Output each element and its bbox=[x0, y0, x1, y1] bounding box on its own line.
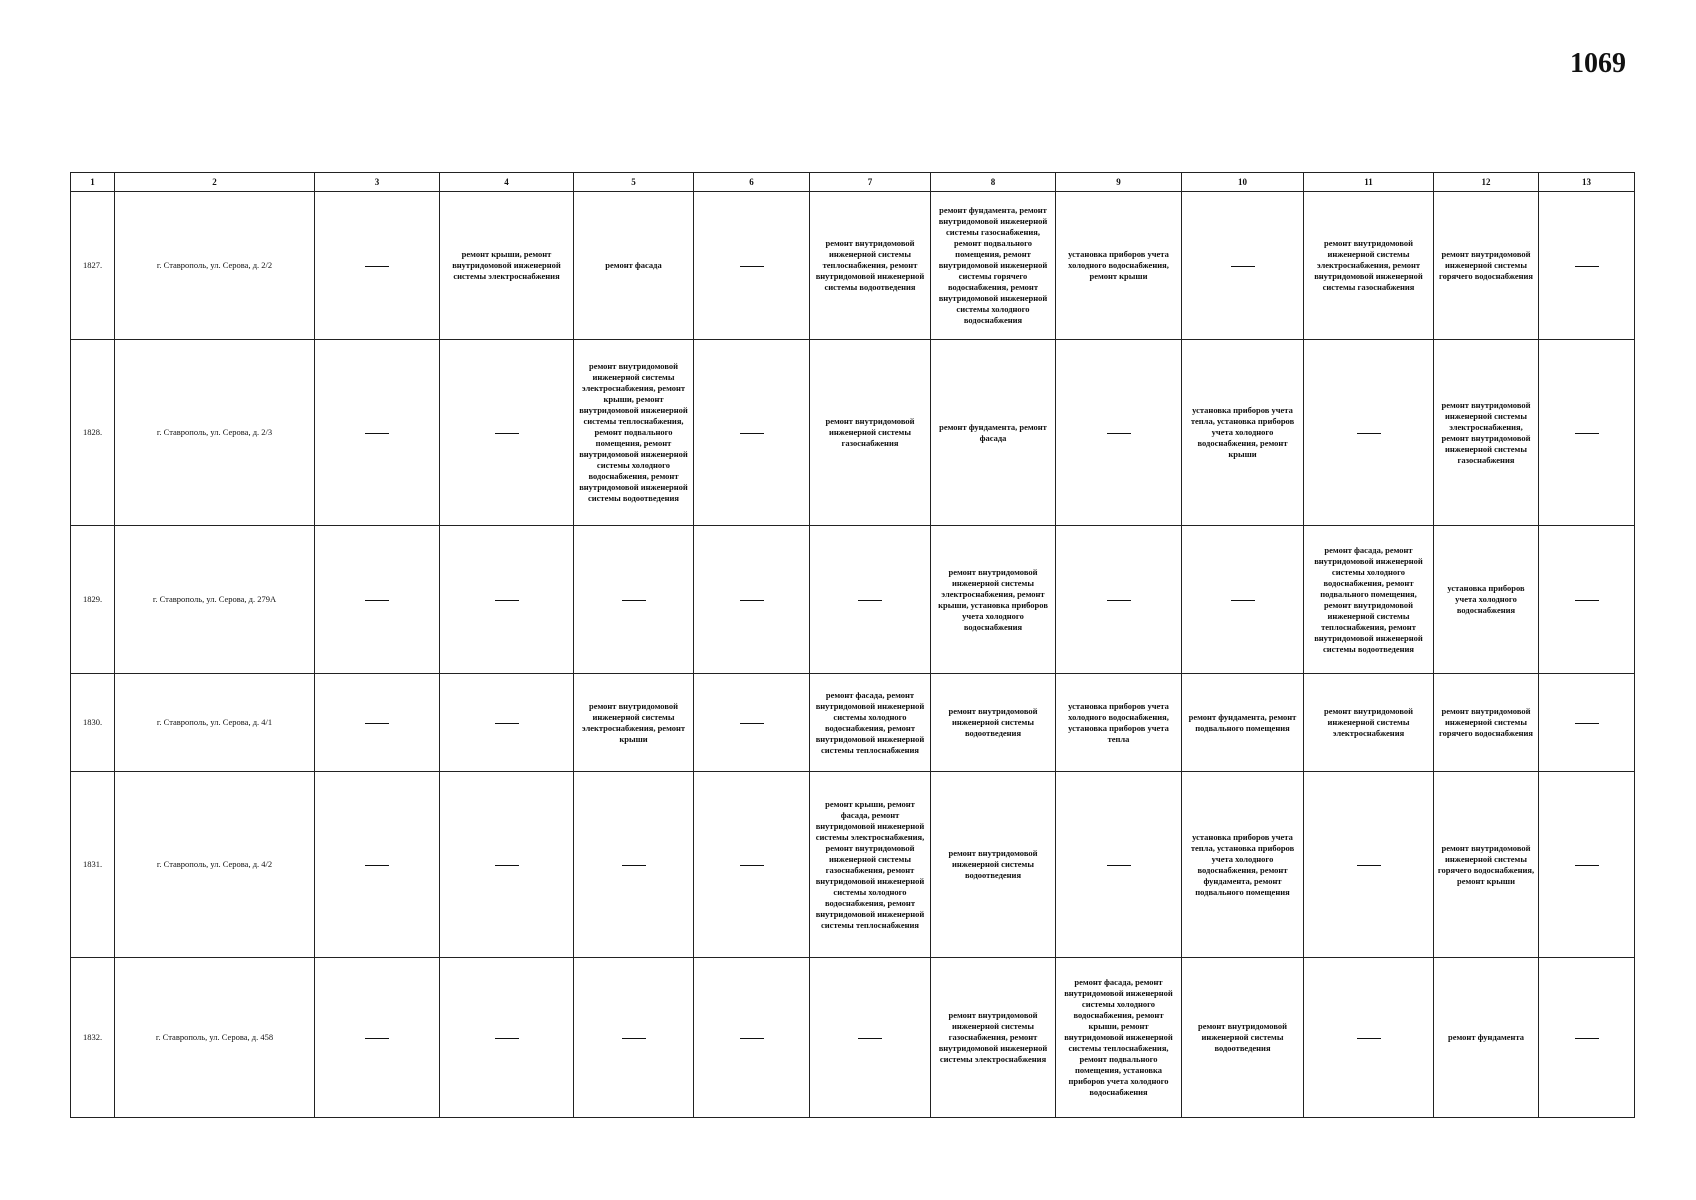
table-row bbox=[71, 958, 1635, 1118]
empty-dash bbox=[1575, 266, 1599, 267]
work-cell-col-8: ремонт фундамента, ремонт внутридомовой инженерной системы газоснабжения, ремонт подвального помещения, ремонт внутридомовой инженерной системы горячего водоснабжения, ремонт внутридомовой инженерной системы холодного водоснабжения bbox=[931, 192, 1056, 340]
work-cell-col-13 bbox=[1539, 192, 1635, 340]
work-cell-col-9: установка приборов учета холодного водоснабжения, установка приборов учета тепла bbox=[1056, 674, 1182, 772]
work-cell-col-11: ремонт внутридомовой инженерной системы электроснабжения bbox=[1304, 674, 1434, 772]
empty-dash bbox=[1231, 600, 1255, 601]
empty-dash bbox=[495, 1038, 519, 1039]
work-cell-col-7 bbox=[810, 958, 931, 1118]
work-cell-col-10 bbox=[1182, 526, 1304, 674]
empty-dash bbox=[1575, 865, 1599, 866]
work-cell-col-7: ремонт внутридомовой инженерной системы теплоснабжения, ремонт внутридомовой инженерной системы водоотведения bbox=[810, 192, 931, 340]
work-cell-col-9 bbox=[1056, 526, 1182, 674]
work-cell-col-4: ремонт крыши, ремонт внутридомовой инженерной системы электроснабжения bbox=[440, 192, 574, 340]
work-cell-col-3 bbox=[315, 192, 440, 340]
work-cell-col-6 bbox=[694, 958, 810, 1118]
work-cell-col-10: установка приборов учета тепла, установка приборов учета холодного водоснабжения, ремонт крыши bbox=[1182, 340, 1304, 526]
table-row bbox=[71, 526, 1635, 674]
empty-dash bbox=[495, 723, 519, 724]
column-header: 13 bbox=[1539, 173, 1635, 192]
empty-dash bbox=[622, 865, 646, 866]
column-header: 3 bbox=[315, 173, 440, 192]
work-cell-col-11 bbox=[1304, 340, 1434, 526]
work-cell-col-4 bbox=[440, 526, 574, 674]
work-cell-col-9: ремонт фасада, ремонт внутридомовой инженерной системы холодного водоснабжения, ремонт крыши, ремонт внутридомовой инженерной системы теплоснабжения, ремонт подвального помещения, установка приборов учета холодного водоснабжения bbox=[1056, 958, 1182, 1118]
empty-dash bbox=[1357, 1038, 1381, 1039]
row-number: 1832. bbox=[71, 958, 115, 1118]
empty-dash bbox=[740, 865, 764, 866]
empty-dash bbox=[1575, 433, 1599, 434]
empty-dash bbox=[495, 433, 519, 434]
column-header: 12 bbox=[1434, 173, 1539, 192]
work-cell-col-12: ремонт внутридомовой инженерной системы горячего водоснабжения bbox=[1434, 674, 1539, 772]
work-cell-col-5: ремонт фасада bbox=[574, 192, 694, 340]
empty-dash bbox=[1231, 266, 1255, 267]
column-header: 9 bbox=[1056, 173, 1182, 192]
address-cell: г. Ставрополь, ул. Серова, д. 2/2 bbox=[115, 192, 315, 340]
column-header: 2 bbox=[115, 173, 315, 192]
work-cell-col-12: ремонт внутридомовой инженерной системы горячего водоснабжения, ремонт крыши bbox=[1434, 772, 1539, 958]
work-cell-col-12: установка приборов учета холодного водоснабжения bbox=[1434, 526, 1539, 674]
work-cell-col-3 bbox=[315, 674, 440, 772]
table-row bbox=[71, 772, 1635, 958]
address-cell: г. Ставрополь, ул. Серова, д. 2/3 bbox=[115, 340, 315, 526]
column-header: 8 bbox=[931, 173, 1056, 192]
work-cell-col-12: ремонт внутридомовой инженерной системы электроснабжения, ремонт внутридомовой инженерной системы газоснабжения bbox=[1434, 340, 1539, 526]
work-cell-col-10: ремонт фундамента, ремонт подвального помещения bbox=[1182, 674, 1304, 772]
table-row bbox=[71, 340, 1635, 526]
work-cell-col-5 bbox=[574, 958, 694, 1118]
work-cell-col-5: ремонт внутридомовой инженерной системы электроснабжения, ремонт крыши bbox=[574, 674, 694, 772]
empty-dash bbox=[740, 1038, 764, 1039]
empty-dash bbox=[740, 433, 764, 434]
work-cell-col-7 bbox=[810, 526, 931, 674]
work-cell-col-4 bbox=[440, 958, 574, 1118]
empty-dash bbox=[1575, 723, 1599, 724]
row-number: 1831. bbox=[71, 772, 115, 958]
address-cell: г. Ставрополь, ул. Серова, д. 4/1 bbox=[115, 674, 315, 772]
work-cell-col-11: ремонт внутридомовой инженерной системы электроснабжения, ремонт внутридомовой инженерной системы газоснабжения bbox=[1304, 192, 1434, 340]
work-cell-col-8: ремонт внутридомовой инженерной системы электроснабжения, ремонт крыши, установка приборов учета холодного водоснабжения bbox=[931, 526, 1056, 674]
empty-dash bbox=[365, 266, 389, 267]
empty-dash bbox=[365, 1038, 389, 1039]
work-cell-col-6 bbox=[694, 192, 810, 340]
work-cell-col-10 bbox=[1182, 192, 1304, 340]
work-cell-col-12: ремонт внутридомовой инженерной системы горячего водоснабжения bbox=[1434, 192, 1539, 340]
column-number-header-row bbox=[71, 173, 1635, 192]
work-cell-col-5 bbox=[574, 772, 694, 958]
repair-schedule-table bbox=[70, 172, 1635, 1118]
work-cell-col-6 bbox=[694, 674, 810, 772]
work-cell-col-13 bbox=[1539, 526, 1635, 674]
work-cell-col-13 bbox=[1539, 340, 1635, 526]
empty-dash bbox=[1575, 1038, 1599, 1039]
work-cell-col-11 bbox=[1304, 958, 1434, 1118]
empty-dash bbox=[740, 600, 764, 601]
empty-dash bbox=[495, 600, 519, 601]
address-cell: г. Ставрополь, ул. Серова, д. 458 bbox=[115, 958, 315, 1118]
empty-dash bbox=[858, 1038, 882, 1039]
work-cell-col-3 bbox=[315, 772, 440, 958]
table-row bbox=[71, 674, 1635, 772]
empty-dash bbox=[365, 433, 389, 434]
empty-dash bbox=[1107, 865, 1131, 866]
work-cell-col-9 bbox=[1056, 340, 1182, 526]
empty-dash bbox=[1357, 433, 1381, 434]
work-cell-col-8: ремонт внутридомовой инженерной системы газоснабжения, ремонт внутридомовой инженерной системы электроснабжения bbox=[931, 958, 1056, 1118]
work-cell-col-8: ремонт внутридомовой инженерной системы водоотведения bbox=[931, 674, 1056, 772]
address-cell: г. Ставрополь, ул. Серова, д. 4/2 bbox=[115, 772, 315, 958]
work-cell-col-6 bbox=[694, 526, 810, 674]
work-cell-col-10: ремонт внутридомовой инженерной системы водоотведения bbox=[1182, 958, 1304, 1118]
address-cell: г. Ставрополь, ул. Серова, д. 279А bbox=[115, 526, 315, 674]
work-cell-col-4 bbox=[440, 772, 574, 958]
empty-dash bbox=[622, 600, 646, 601]
column-header: 4 bbox=[440, 173, 574, 192]
work-cell-col-10: установка приборов учета тепла, установка приборов учета холодного водоснабжения, ремонт фундамента, ремонт подвального помещения bbox=[1182, 772, 1304, 958]
column-header: 5 bbox=[574, 173, 694, 192]
work-cell-col-4 bbox=[440, 340, 574, 526]
work-cell-col-6 bbox=[694, 772, 810, 958]
empty-dash bbox=[1357, 865, 1381, 866]
work-cell-col-4 bbox=[440, 674, 574, 772]
work-cell-col-12: ремонт фундамента bbox=[1434, 958, 1539, 1118]
column-header: 10 bbox=[1182, 173, 1304, 192]
work-cell-col-13 bbox=[1539, 772, 1635, 958]
work-cell-col-7: ремонт крыши, ремонт фасада, ремонт внутридомовой инженерной системы электроснабжения, ремонт внутридомовой инженерной системы газоснабжения, ремонт внутридомовой инженерной системы холодного водоснабжения, ремонт внутридомовой инженерной системы теплоснабжения bbox=[810, 772, 931, 958]
work-cell-col-5: ремонт внутридомовой инженерной системы электроснабжения, ремонт крыши, ремонт внутридомовой инженерной системы теплоснабжения, ремонт подвального помещения, ремонт внутридомовой инженерной системы холодного водоснабжения, ремонт внутридомовой инженерной системы водоотведения bbox=[574, 340, 694, 526]
column-header: 1 bbox=[71, 173, 115, 192]
column-header: 7 bbox=[810, 173, 931, 192]
work-cell-col-3 bbox=[315, 958, 440, 1118]
empty-dash bbox=[1107, 600, 1131, 601]
page-number: 1069 bbox=[1570, 48, 1626, 79]
empty-dash bbox=[1107, 433, 1131, 434]
work-cell-col-7: ремонт внутридомовой инженерной системы газоснабжения bbox=[810, 340, 931, 526]
work-cell-col-8: ремонт внутридомовой инженерной системы водоотведения bbox=[931, 772, 1056, 958]
row-number: 1828. bbox=[71, 340, 115, 526]
empty-dash bbox=[740, 723, 764, 724]
empty-dash bbox=[1575, 600, 1599, 601]
column-header: 11 bbox=[1304, 173, 1434, 192]
column-header: 6 bbox=[694, 173, 810, 192]
row-number: 1829. bbox=[71, 526, 115, 674]
empty-dash bbox=[365, 723, 389, 724]
work-cell-col-11: ремонт фасада, ремонт внутридомовой инженерной системы холодного водоснабжения, ремонт подвального помещения, ремонт внутридомовой инженерной системы теплоснабжения, ремонт внутридомовой инженерной системы водоотведения bbox=[1304, 526, 1434, 674]
empty-dash bbox=[858, 600, 882, 601]
empty-dash bbox=[365, 600, 389, 601]
row-number: 1827. bbox=[71, 192, 115, 340]
work-cell-col-11 bbox=[1304, 772, 1434, 958]
empty-dash bbox=[365, 865, 389, 866]
work-cell-col-9 bbox=[1056, 772, 1182, 958]
work-cell-col-9: установка приборов учета холодного водоснабжения, ремонт крыши bbox=[1056, 192, 1182, 340]
row-number: 1830. bbox=[71, 674, 115, 772]
work-cell-col-13 bbox=[1539, 958, 1635, 1118]
work-cell-col-8: ремонт фундамента, ремонт фасада bbox=[931, 340, 1056, 526]
empty-dash bbox=[495, 865, 519, 866]
work-cell-col-6 bbox=[694, 340, 810, 526]
work-cell-col-13 bbox=[1539, 674, 1635, 772]
work-cell-col-5 bbox=[574, 526, 694, 674]
work-cell-col-3 bbox=[315, 526, 440, 674]
work-cell-col-3 bbox=[315, 340, 440, 526]
empty-dash bbox=[622, 1038, 646, 1039]
empty-dash bbox=[740, 266, 764, 267]
work-cell-col-7: ремонт фасада, ремонт внутридомовой инженерной системы холодного водоснабжения, ремонт внутридомовой инженерной системы теплоснабжения bbox=[810, 674, 931, 772]
table-row bbox=[71, 192, 1635, 340]
